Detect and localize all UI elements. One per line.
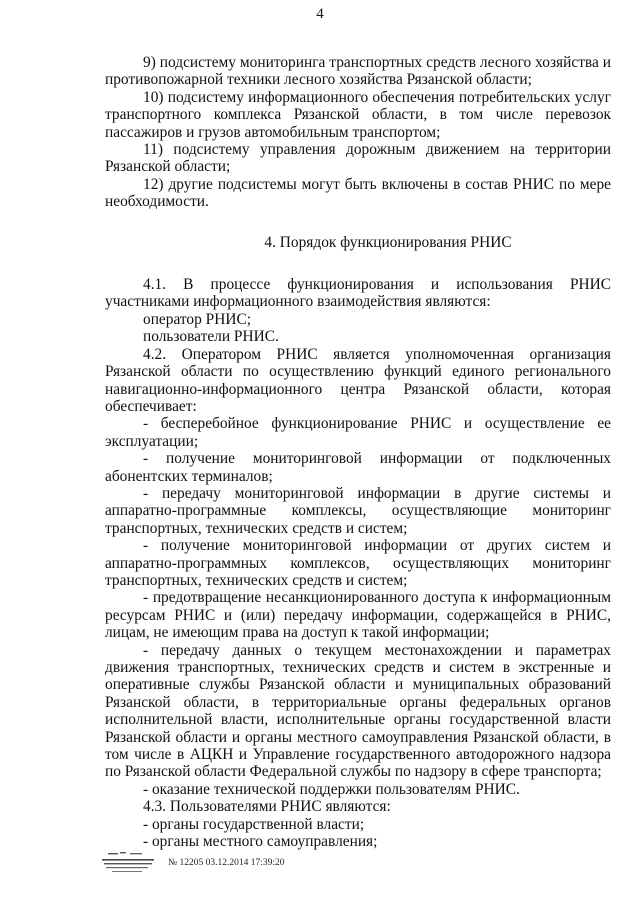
item-10-line-2: транспортного комплекса Рязанской области, в том числе перевозок [105, 106, 611, 124]
list-item: - предотвращение несанкционированного доступа к информационным [143, 589, 611, 607]
list-item-cont: лицам, не имеющим права на доступ к такой информации; [105, 624, 490, 642]
list-item: - бесперебойное функционирование РНИС и осуществление ее [143, 415, 611, 433]
item-9-line-1: 9) подсистему мониторинга транспортных средств лесного хозяйства и [143, 54, 611, 71]
list-item-cont: том числе в АЦКН и Управление государственного автодорожного надзора [105, 746, 611, 764]
item-9-line-2: противопожарной техники лесного хозяйства Рязанской области; [105, 71, 532, 89]
list-item-cont: Рязанской области, в территориальные органы федеральных органов [105, 693, 611, 711]
list-item-cont: движения транспортных, технических средств и систем в экстренные и [105, 659, 611, 676]
document-body [105, 54, 611, 850]
registration-stamp-text: № 12205 03.12.2014 17:39:20 [168, 858, 285, 868]
list-item-cont: по Рязанской области Федеральной службы по надзору в сфере транспорта; [105, 763, 602, 781]
item-11-line-2: Рязанской области; [105, 158, 231, 176]
list-item: - передачу данных о текущем местонахождении и параметрах [143, 641, 611, 659]
list-item-cont: аппаратно-программные комплексы, осуществляющие мониторинг [105, 502, 611, 520]
s41-operator: оператор РНИС; [143, 310, 251, 328]
list-item: - передачу мониторинговой информации в другие системы и [143, 484, 611, 502]
page-number: 4 [316, 6, 324, 22]
list-item: - получение мониторинговой информации от подключенных [143, 450, 611, 468]
s43-line-1: 4.3. Пользователями РНИС являются: [143, 798, 391, 816]
s43-item-1: - органы государственной власти; [143, 815, 365, 833]
list-item: - получение мониторинговой информации от других систем и [143, 537, 611, 555]
item-11-line-1: 11) подсистему управления дорожным движением на территории [143, 141, 611, 159]
list-item-cont: абонентских терминалов; [105, 467, 273, 485]
list-item-cont: ресурсам РНИС и (или) передачу информации, содержащейся в РНИС, [105, 606, 611, 624]
electronic-signature-stamp-icon [100, 850, 158, 876]
list-item-cont: транспортных, технических средств и систем; [105, 519, 408, 537]
list-item-cont: Рязанской области и органы местного самоуправления Рязанской области, в [105, 728, 611, 746]
item-12-line-2: необходимости. [105, 193, 209, 211]
s42-line-4: обеспечивает: [105, 397, 197, 415]
s42-line-2: Рязанской области по осуществлению функций единого регионального [105, 363, 611, 381]
item-10-line-3: пассажиров и грузов автомобильным транспортом; [105, 123, 441, 141]
list-item-cont: исполнительной власти, исполнительные органы государственной власти [105, 711, 611, 729]
s41-line-1: 4.1. В процессе функционирования и использования РНИС [143, 276, 611, 294]
list-item-cont: оперативные службы Рязанской области и муниципальных образований [105, 676, 611, 694]
s42-line-1: 4.2. Оператором РНИС является уполномоченная организация [143, 345, 611, 363]
list-item: - оказание технической поддержки пользователям РНИС. [143, 780, 520, 798]
list-item-cont: аппаратно-программных комплексов, осуществляющих мониторинг [105, 554, 611, 572]
section-heading: 4. Порядок функционирования РНИС [264, 233, 512, 251]
s43-item-2: - органы местного самоуправления; [143, 833, 378, 851]
item-12-line-1: 12) другие подсистемы могут быть включены в состав РНИС по мере [143, 175, 611, 193]
s41-users: пользователи РНИС. [143, 328, 279, 346]
s41-line-2: участниками информационного взаимодействия являются: [105, 293, 491, 311]
list-item-cont: эксплуатации; [105, 432, 199, 450]
list-item-cont: транспортных, технических средств и систем; [105, 571, 408, 589]
s42-line-3: навигационно-информационного центра Рязанской области, которая [105, 380, 611, 398]
item-10-line-1: 10) подсистему информационного обеспечения потребительских услуг [143, 88, 611, 106]
registration-footer [100, 850, 520, 880]
